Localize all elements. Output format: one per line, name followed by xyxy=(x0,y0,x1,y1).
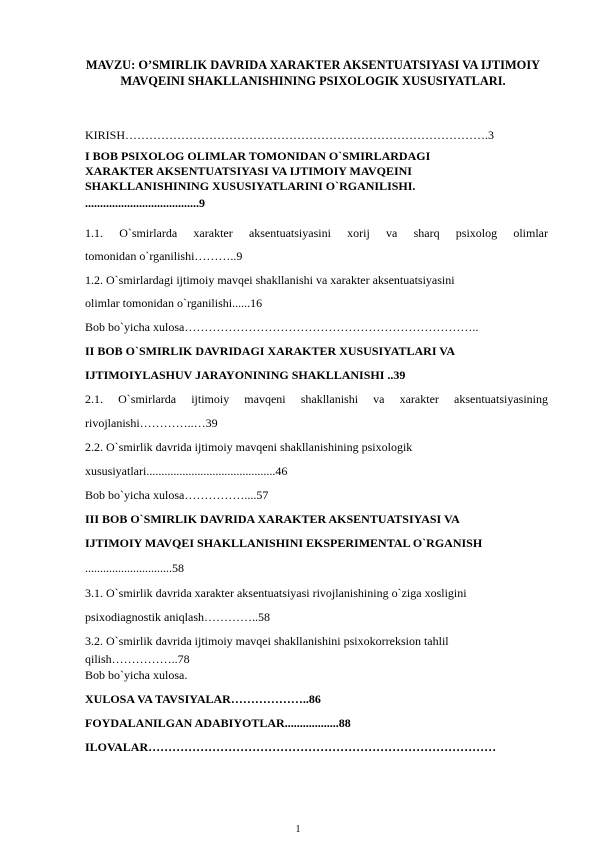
toc-chapter-2-line-2: IJTIMOIYLASHUV JARAYONINING SHAKLLANISHI ..39 xyxy=(85,368,406,382)
toc-references: FOYDALANILGAN ADABIYOTLAR..................88 xyxy=(85,716,351,730)
toc-chapter-1-line-3: SHAKLLANISHINING XUSUSIYATLARINI O`RGANILISHI. xyxy=(85,179,416,193)
toc-intro: KIRISH……………………………………………………………………………….3 xyxy=(85,128,495,142)
toc-chapter-3-line-2: IJTIMOIY MAVQEI SHAKLLANISHINI EKSPERIMENTAL O`RGANISH xyxy=(85,536,483,550)
toc-section-1-1-line-1: 1.1. O`smirlarda xarakter aksentuatsiyasini xorij va sharq psixolog olimlar xyxy=(85,226,548,240)
toc-appendices-label: ILOVALAR…………………………………………………………………………… xyxy=(85,740,497,754)
toc-section-2-1-line-1: 2.1. O`smirlarda ijtimoiy mavqeni shakllanishi va xarakter aksentuatsiyasining xyxy=(85,392,548,406)
toc-chapter-3-summary: Bob bo`yicha xulosa. xyxy=(85,668,188,682)
toc-chapter-2-line-1: II BOB O`SMIRLIK DAVRIDAGI XARAKTER XUSUSIYATLARI VA xyxy=(85,344,456,358)
toc-chapter-2-summary: Bob bo`yicha xulosa……………....57 xyxy=(85,488,269,502)
toc-section-1-1-line-2: tomonidan o`rganilishi………..9 xyxy=(85,249,243,263)
page-number: 1 xyxy=(295,824,301,835)
toc-chapter-1-page: ......................................9 xyxy=(85,196,205,210)
toc-section-3-2-line-2: qilish……………..78 xyxy=(85,652,190,666)
toc-section-2-1-line-2: rivojlanishi…………..…39 xyxy=(85,416,218,430)
toc-conclusions: XULOSA VA TAVSIYALAR………………..86 xyxy=(85,692,321,706)
toc-chapter-1-summary: Bob bo`yicha xulosa……………………………………………………………….. xyxy=(85,320,479,334)
toc-section-3-1-line-1: 3.1. O`smirlik davrida xarakter aksentuatsiyasi rivojlanishining o`ziga xosligini xyxy=(85,586,467,600)
document-title: MAVZU: O’SMIRLIK DAVRIDA XARAKTER AKSENTUATSIYASI VA IJTIMOIY MAVQEINI SHAKLLANISHINING PSIXOLOGIK XUSUSIYATLARI. xyxy=(85,58,541,88)
toc-section-1-2-line-2: olimlar tomonidan o`rganilishi......16 xyxy=(85,296,263,310)
toc-chapter-3-page: .............................58 xyxy=(85,561,184,575)
toc-chapter-1-line-2: XARAKTER AKSENTUATSIYASI VA IJTIMOIY MAVQEINI xyxy=(85,164,412,178)
toc-section-1-2-line-1: 1.2. O`smirlardagi ijtimoiy mavqei shakllanishi va xarakter aksentuatsiyasini xyxy=(85,273,455,287)
toc-section-3-1-line-2: psixodiagnostik aniqlash…………..58 xyxy=(85,610,270,624)
toc-chapter-1-line-1: I BOB PSIXOLOG OLIMLAR TOMONIDAN O`SMIRLARDAGI xyxy=(85,149,431,163)
toc-section-3-2-line-1: 3.2. O`smirlik davrida ijtimoiy mavqei shakllanishini psixokorreksion tahlil xyxy=(85,634,449,648)
toc-chapter-3-line-1: III BOB O`SMIRLIK DAVRIDA XARAKTER AKSENTUATSIYASI VA xyxy=(85,512,460,526)
toc-section-2-2-line-1: 2.2. O`smirlik davrida ijtimoiy mavqeni shakllanishining psixologik xyxy=(85,440,413,454)
toc-appendices xyxy=(85,740,548,755)
toc-section-2-2-line-2: xususiyatlari...........................................46 xyxy=(85,464,288,478)
